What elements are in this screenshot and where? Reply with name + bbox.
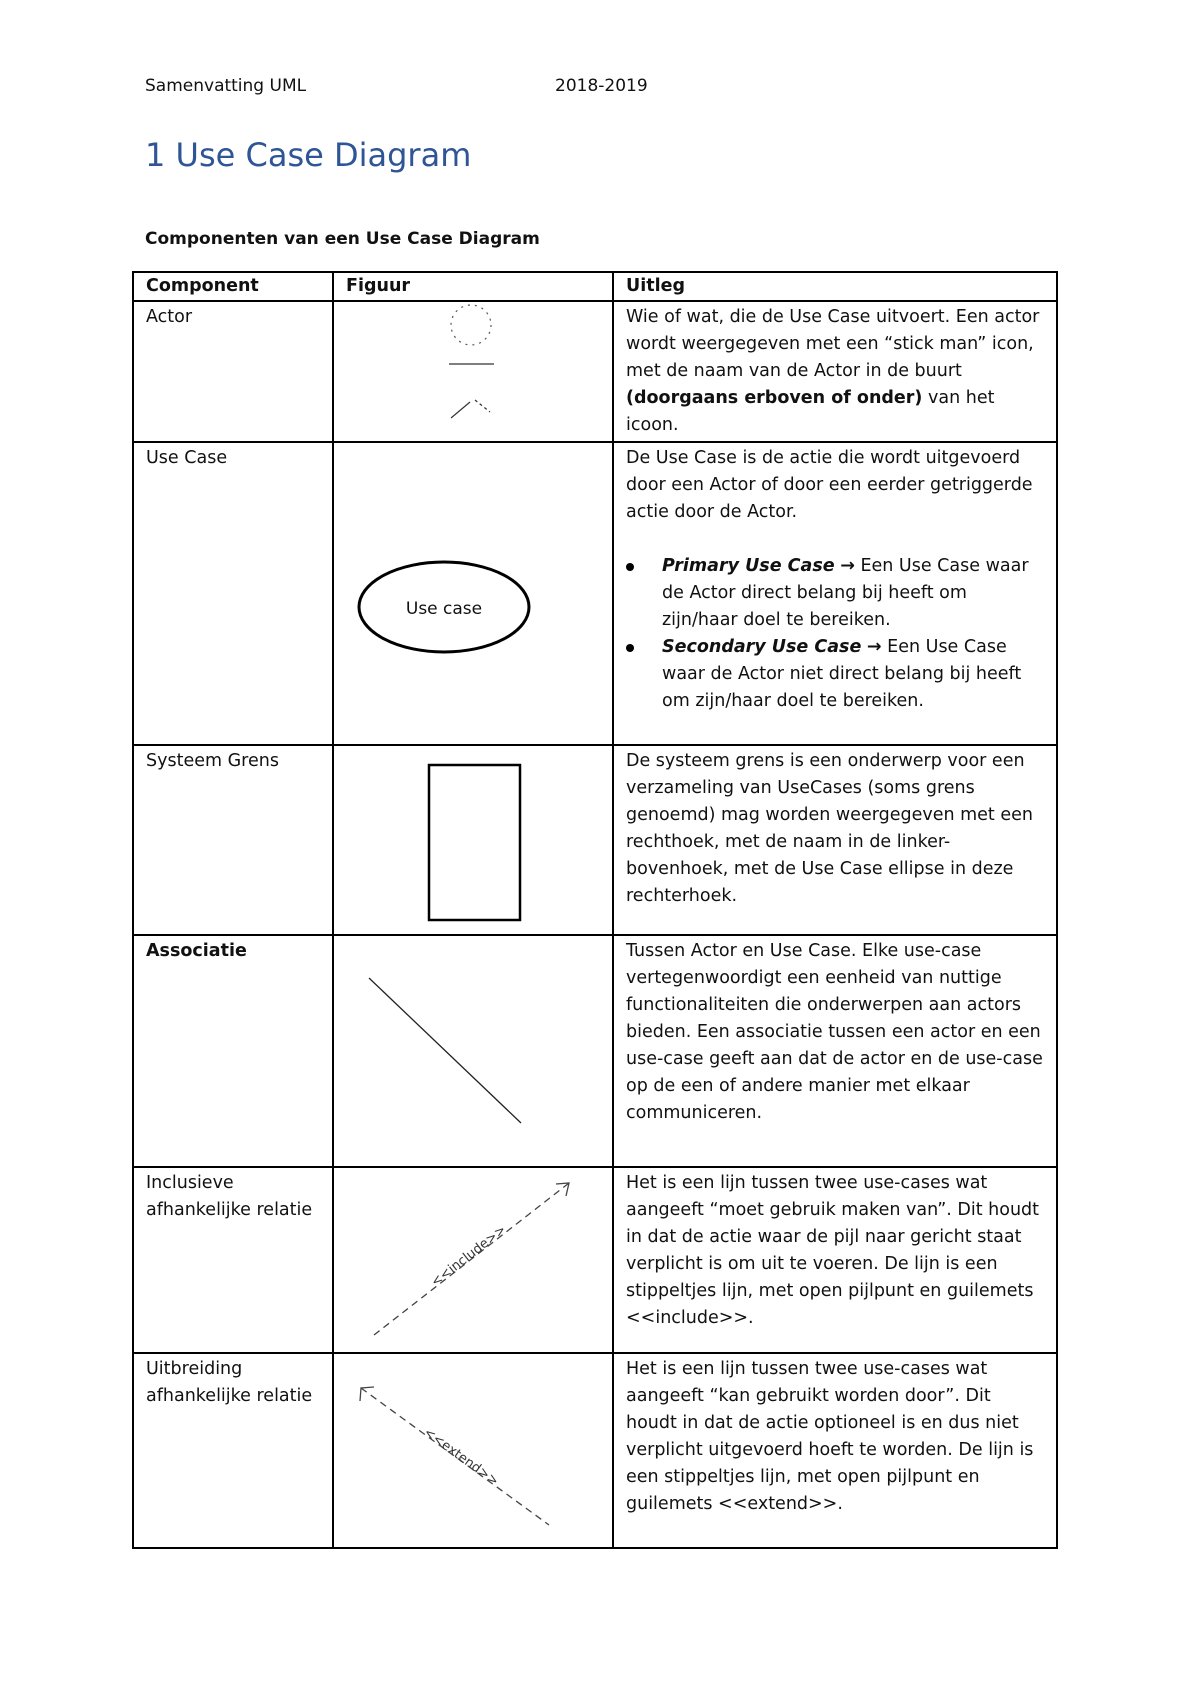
explanation-actor-part-1: Wie of wat, die de Use Case uitvoert. Een actor wordt weergegeven met een “stick man” icon, met de naam van de Actor in de buurt (626, 307, 1040, 381)
figure-actor (333, 301, 613, 442)
include-label: <<include>> (428, 1222, 510, 1291)
secondary-use-case-term: Secondary Use Case (662, 637, 862, 657)
explanation-extend: Het is een lijn tussen twee use-cases wat aangeeft “kan gebruikt worden door”. Dit houdt in dat de actie optioneel is en dus niet verplicht uitgevoerd hoeft te worden. De lijn is een stippeltjes lijn, met open pijlpunt en guilemets <<extend>>. (613, 1353, 1057, 1548)
figure-use-case (333, 442, 613, 745)
list-item-secondary-use-case (662, 634, 1046, 715)
section-heading: Componenten van een Use Case Diagram (145, 229, 540, 249)
system-boundary-rectangle-icon (334, 746, 614, 933)
table-header-row (133, 272, 1057, 301)
column-header-component: Component (133, 272, 333, 301)
component-name-system-boundary: Systeem Grens (133, 745, 333, 935)
use-case-ellipse-icon (334, 443, 614, 743)
figure-association (333, 935, 613, 1167)
table-row-association (133, 935, 1057, 1167)
primary-use-case-text: Een Use Case waar de Actor direct belang bij heeft om zijn/haar doel te bereiken. (662, 556, 1029, 630)
table-row-system-boundary (133, 745, 1057, 935)
explanation-actor-part-2: van het icoon. (626, 388, 995, 435)
association-line-icon (334, 936, 614, 1165)
component-name-use-case: Use Case (133, 442, 333, 745)
column-header-explanation: Uitleg (613, 272, 1057, 301)
explanation-use-case (613, 442, 1057, 745)
explanation-use-case-intro: De Use Case is de actie die wordt uitgevoerd door een Actor of door een eerder getriggerde actie door de Actor. (626, 448, 1033, 522)
arrow-icon: → (840, 556, 855, 576)
extend-dashed-arrow-icon (334, 1354, 614, 1546)
secondary-use-case-text: Een Use Case waar de Actor niet direct belang bij heeft om zijn/haar doel te bereiken. (662, 637, 1022, 711)
arrow-icon: → (866, 637, 882, 657)
include-dashed-arrow-icon (334, 1168, 614, 1351)
extend-label: <<extend>> (420, 1425, 502, 1490)
header-year: 2018-2019 (555, 76, 648, 96)
explanation-association: Tussen Actor en Use Case. Elke use-case vertegenwoordigt een eenheid van nuttige functionaliteiten die onderwerpen aan actors bieden. Een associatie tussen een actor en een use-case geeft aan dat de actor en de use-case op de een of andere manier met elkaar communiceren. (613, 935, 1057, 1167)
component-name-extend: Uitbreiding afhankelijke relatie (133, 1353, 333, 1548)
explanation-actor (613, 301, 1057, 442)
table-row-actor (133, 301, 1057, 442)
use-case-ellipse-label: Use case (405, 599, 483, 619)
explanation-include: Het is een lijn tussen twee use-cases wat aangeeft “moet gebruik maken van”. Dit houdt in dat de actie waar de pijl naar gericht staat verplicht is om uit te voeren. De lijn is een stippeltjes lijn, met open pijlpunt en guilemets <<include>>. (613, 1167, 1057, 1353)
component-name-include: Inclusieve afhankelijke relatie (133, 1167, 333, 1353)
primary-use-case-term: Primary Use Case (662, 556, 835, 576)
explanation-system-boundary: De systeem grens is een onderwerp voor een verzameling van UseCases (soms grens genoemd) mag worden weergegeven met een rechthoek, met de naam in de linker-bovenhoek, met de Use Case ellipse in deze rechterhoek. (613, 745, 1057, 935)
use-case-types-list (626, 553, 1046, 715)
figure-system-boundary (333, 745, 613, 935)
list-item-primary-use-case (662, 553, 1046, 634)
figure-extend (333, 1353, 613, 1548)
components-table (132, 271, 1058, 1549)
component-name-association: Associatie (133, 935, 333, 1167)
table-row-extend (133, 1353, 1057, 1548)
explanation-actor-bold: (doorgaans erboven of onder) (626, 388, 923, 408)
table-row-include (133, 1167, 1057, 1353)
figure-include (333, 1167, 613, 1353)
stick-man-icon (334, 302, 614, 436)
header-document-name: Samenvatting UML (145, 76, 307, 96)
column-header-figure: Figuur (333, 272, 613, 301)
page-title: 1 Use Case Diagram (145, 136, 472, 174)
component-name-actor: Actor (133, 301, 333, 442)
table-row-use-case (133, 442, 1057, 745)
